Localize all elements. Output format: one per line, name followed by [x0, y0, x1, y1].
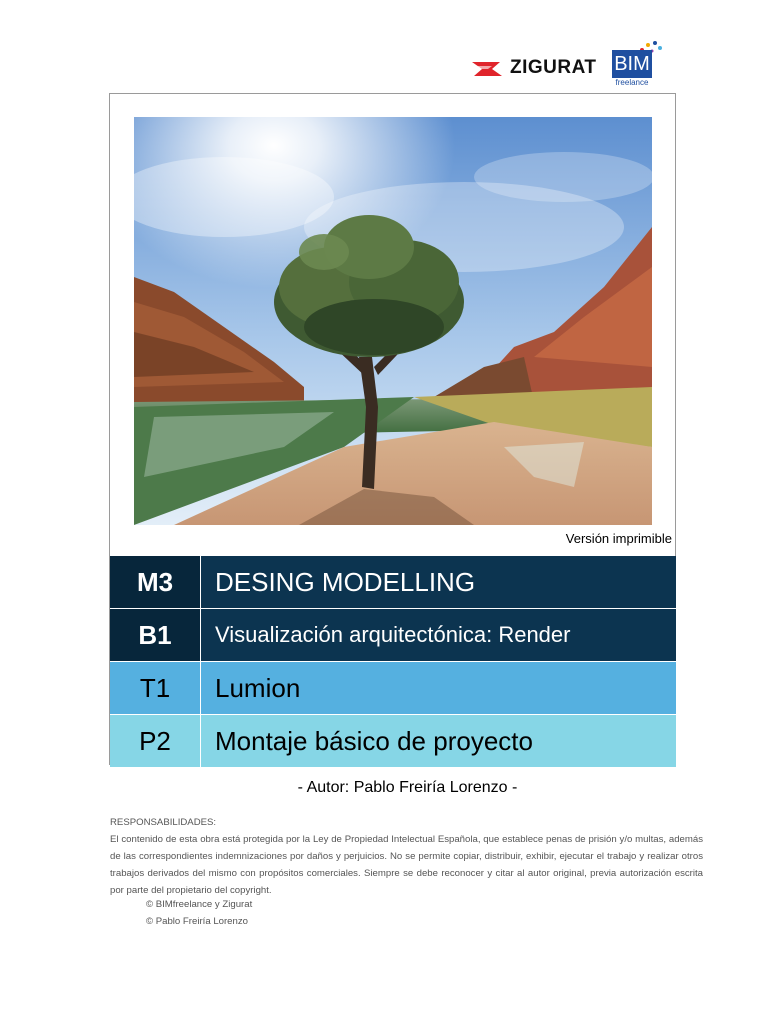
topic-row — [110, 662, 676, 715]
topic-title: Lumion — [215, 672, 301, 703]
copyright-line-1: © BIMfreelance y Zigurat — [146, 899, 253, 910]
module-row — [110, 556, 676, 609]
topic-code: T1 — [110, 662, 201, 714]
bim-logo-box: BIM — [612, 50, 652, 78]
module-code: M3 — [110, 556, 201, 608]
legal-notice — [110, 814, 703, 899]
header-logos — [466, 40, 666, 90]
legal-heading: RESPONSABILIDADES: — [110, 817, 217, 828]
copyright-line-2: © Pablo Freiría Lorenzo — [146, 916, 248, 927]
block-row — [110, 609, 676, 662]
practice-row — [110, 715, 676, 768]
zigurat-logo-text: ZIGURAT — [510, 57, 597, 78]
author-line: - Autor: Pablo Freiría Lorenzo - — [297, 779, 518, 796]
practice-title: Montaje básico de proyecto — [215, 725, 533, 756]
printable-version-label: Versión imprimible — [565, 531, 672, 546]
bim-logo-subtitle: freelance — [615, 78, 649, 87]
landscape-tree-render-image — [134, 117, 652, 525]
block-title: Visualización arquitectónica: Render — [215, 622, 571, 647]
course-info-table — [110, 556, 676, 768]
practice-code: P2 — [110, 715, 201, 767]
zigurat-logo-icon — [470, 59, 504, 79]
module-title: DESING MODELLING — [215, 566, 476, 597]
block-code: B1 — [110, 609, 201, 661]
legal-body: El contenido de esta obra está protegida por la Ley de Propiedad Intelectual Española, que establece penas de prisión y/o multas, además de las correspondientes indemnizaciones por daños y perjuicios. No se permite copiar, distribuir, exhibir, ejecutar el trabajo y realizar otros trabajos derivados del mismo con propósitos comerciales. Siempre se debe reconocer y citar al autor original, previa autorización escrita por parte del propietario del copyright. — [110, 834, 703, 896]
